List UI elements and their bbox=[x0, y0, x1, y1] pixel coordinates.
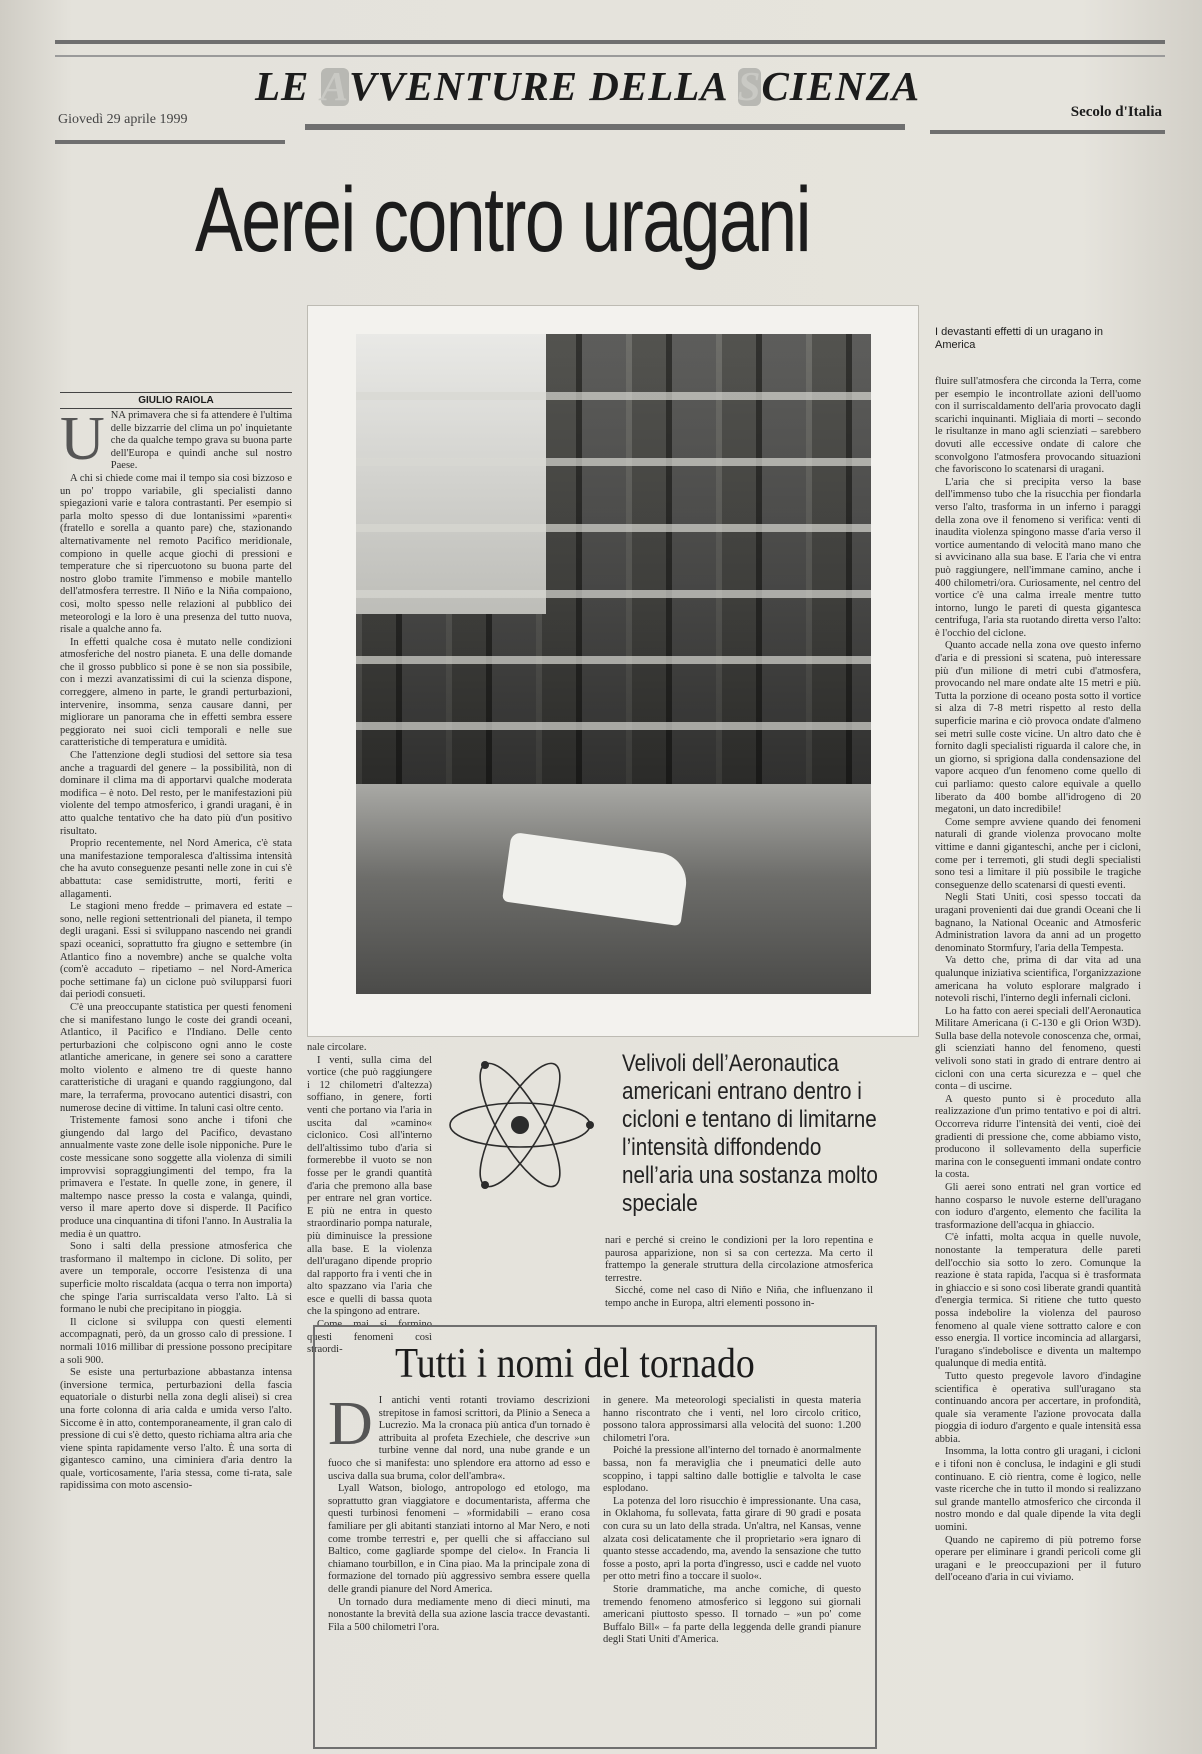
series-cap-a-letter: A bbox=[320, 63, 350, 109]
article-paragraph: A questo punto si è proceduto alla realizzazione d'un primo tentativo e poi di altri. Occorreva ridurre l'intensità dei venti, cioè dei gradienti di pressione che, come abbiamo visto, producono il sollevamento della superficie marina con le conseguenti immani ondate contro la costa. bbox=[935, 1093, 1141, 1181]
hurricane-damage-photo bbox=[356, 334, 871, 994]
article-column-1 bbox=[60, 405, 292, 1720]
article-paragraph: A chi si chiede come mai il tempo sia così bizzoso e un po' troppo variabile, gli specialisti danno spiegazioni varie e talora contrastanti. Per esempio si parla molto spesso di due lontanissimi »parenti« (fratello e sorella a quanto pare) che, stazionando alternativamente nel remoto Pacifico meridionale, compiono in quelle acque giochi di pressioni e temperature che si ripercuotono su buona parte del nostro globo tramite l'immenso e mobile mantello dell'atmosfera terrestre. Il Niño e la Niña compaiono, così, molto spesso nelle relazioni al pubblico dei meteorologi e la loro è una presenza del tutto nuova, risale a qualche anno fa. bbox=[60, 472, 292, 636]
article-paragraph: Sicché, come nel caso di Niño e Niña, che influenzano il tempo anche in Europa, altri elementi possono in- bbox=[605, 1285, 873, 1309]
sidebar-paragraph: Poiché la pressione all'interno del tornado è anormalmente bassa, non fa meraviglia che i pneumatici delle auto scoppino, i tappi saltino dalle bottiglie e talvolta le case esplodano. bbox=[603, 1445, 861, 1495]
article-paragraph: In effetti qualche cosa è mutato nelle condizioni atmosferiche del nostro pianeta. E una delle domande che il grosso pubblico si pone è se non sia possibile, con i mezzi avanzatissimi di cui la scienza dispone, correggere, almeno in parte, le grandi perturbazioni, intervenire, insomma, senza causare danni, per migliorare un panorama che in effetti sembra essere peggiorato nei suoi cicli temporali e nelle sue caratteristiche di temperatura e umidità. bbox=[60, 636, 292, 749]
article-paragraph: fluire sull'atmosfera che circonda la Terra, come per esempio le incontrollate azioni dell'uomo con il surriscaldamento dell'aria provocato dagli scarichi inquinanti. Migliaia di morti – secondo le risultanze in mano agli scienziati – sarebbero dovuti alle eccessive ondate di calore che sconvolgono l'atmosfera provocando situazioni che favoriscono lo scatenarsi di uragani. bbox=[935, 376, 1141, 476]
series-word-avventure: VVENTURE DELLA bbox=[349, 63, 727, 109]
sidebar-paragraph: Lyall Watson, biologo, antropologo ed etologo, ma soprattutto gran viaggiatore e documentarista, afferma che questi turbinosi fenomeni – »formidabili – erano cosa familiare per gli abitanti stanziati intorno al Mar Nero, e noti come trombe terrestri e, per quelli che si affacciano sul Baltico, come gagliarde spompe del cielo«. In Francia li chiamano tourbillon, e in Cina piao. Ma la principale zona di formazione del tornado più aggressivo sembra essere quella delle grandi pianure del Nord America. bbox=[328, 1483, 590, 1595]
article-paragraph: Sono i salti della pressione atmosferica che trasformano il maltempo in ciclone. Di solito, per avere un temporale, occorre l'esistenza di una superficie molto riscaldata (acqua o terra non importa) che spinge l'aria surriscaldata verso l'alto. Là si formano le nubi che precipitano in pioggia. bbox=[60, 1241, 292, 1316]
masthead-rule-right bbox=[930, 130, 1165, 134]
article-paragraph: Insomma, la lotta contro gli uragani, i cicloni e i tifoni non è conclusa, le indagini e gli studi continuano. E ciò rientra, come è logico, nelle vaste ricerche che in tutto il mondo si realizzano sul grande mantello atmosferico che circonda il nostro mondo e dal quale dipende la vita degli uomini. bbox=[935, 1446, 1141, 1534]
drop-cap: U bbox=[60, 405, 105, 473]
top-rule bbox=[55, 40, 1165, 44]
sidebar-paragraph: I antichi venti rotanti troviamo descrizioni strepitose in famosi scrittori, da Plinio a Seneca a Lucrezio. Ma la cronaca più antica d'un tornado è attribuita al profeta Ezechiele, che descrive »un turbine venne dal nord, una nube grande e un fuoco che si manifesta: uno splendore era attorno ad esso e usciva dalla sua bruma, color dell'ambra«. bbox=[328, 1395, 590, 1482]
article-paragraph: L'aria che si precipita verso la base dell'immenso tubo che la risucchia per fiondarla verso l'alto, trasforma in un inferno i paraggi della zona ove il fenomeno si verifica: venti di inaudita violenza spingono masse d'aria verso il vortice aumentando di velocità mano mano che si avvicinano alla sua base. E l'aria che vi entra può raggiungere, nell'immane camino, anche i 400 chilometri/ora. Curiosamente, nel centro del vortice c'è una calma irreale mentre tutto intorno, lungo le pareti di questa gigantesca centrifuga, l'aria sta ruotando diretta verso l'alto: è l'occhio del ciclone. bbox=[935, 476, 1141, 639]
issue-date: Giovedì 29 aprile 1999 bbox=[58, 112, 188, 127]
article-paragraph: Proprio recentemente, nel Nord America, c'è stata una manifestazione temporalesca d'altissima intensità che ha avuto conseguenze pesanti nelle zone in cui s'è abbattuta: case semidistrutte, morti, feriti e allagamenti. bbox=[60, 838, 292, 900]
article-column-4 bbox=[935, 376, 1141, 1746]
article-paragraph: Lo ha fatto con aerei speciali dell'Aeronautica Militare Americana (i C-130 e gli Orion W3D). Sulla base della notevole conoscenza che, ormai, gli scienziati hanno del fenomeno, questi velivoli sono stati in grado di entrare dentro ai cicloni con una certa sicurezza e – quel che conta – di uscirne. bbox=[935, 1005, 1141, 1093]
sidebar-drop-cap: D bbox=[328, 1390, 373, 1458]
photo-caption: I devastanti effetti di un uragano in America bbox=[935, 326, 1103, 351]
article-column-2 bbox=[307, 1042, 432, 1356]
article-paragraph: Tutto questo pregevole lavoro d'indagine scientifica è operativa sull'uragano sta continuando ancora per accertare, in profondità, quale sia veramente l'azione provocata dalla pioggia di ioduro d'argento e quale intensità essa abbia. bbox=[935, 1370, 1141, 1445]
article-paragraph: C'è una preoccupante statistica per questi fenomeni che si manifestano lungo le coste dei grandi oceani, Atlantico, il Pacifico e l'Indiano. Delle cento perturbazioni che colpiscono ogni anno le coste atlantiche americane, in genere sei sono a carattere molto violento e almeno tre di queste hanno caratteristiche di uragani e quando raggiungono, dal mare, la terraferma, provocano autentici disastri, con numerose decine di vittime. In taluni casi oltre cento. bbox=[60, 1001, 292, 1114]
article-paragraph: Il ciclone si sviluppa con questi elementi accompagnati, però, da un grosso calo di pressione. I normali 1016 millibar di pressione possono precipitare a soli 900. bbox=[60, 1316, 292, 1366]
article-paragraph: NA primavera che si fa attendere è l'ultima delle bizzarrie del clima un po' inquietante che da qualche tempo grava su buona parte dell'Europa e quindi anche sul nostro Paese. bbox=[110, 410, 292, 472]
article-paragraph: nale circolare. bbox=[307, 1042, 367, 1053]
newspaper-name: Secolo d'Italia bbox=[1070, 104, 1162, 120]
pull-quote: Velivoli dell’Aeronautica americani entrano dentro i cicloni e tentano di limitarne l’intensità diffondendo nell’aria una sostanza molto speciale bbox=[622, 1050, 878, 1217]
series-title bbox=[255, 62, 955, 110]
series-word-le: LE bbox=[255, 63, 310, 109]
article-paragraph: Gli aerei sono entrati nel gran vortice ed hanno cosparso le nuvole esterne dell'uragano con ioduro d'argento, elemento che facilita la trasformazione dell'acqua in ghiaccio. bbox=[935, 1182, 1141, 1231]
article-paragraph: nari e perché si creino le condizioni per la loro repentina e paurosa apparizione, non si sa con certezza. Ma certo il frattempo la generale struttura della circolazione atmosferica terrestre. bbox=[605, 1235, 873, 1284]
article-paragraph: Le stagioni meno fredde – primavera ed estate – sono, nelle regioni settentrionali del pianeta, il tempo degli uragani. Essi si sviluppano nascendo nei grandi spazi oceanici, soprattutto fra giugno e settembre (in Atlantico fino a novembre) anche se qualche volta (com'è accaduto – ripetiamo – nel Nord-America poche settimane fa) un ciclone può svilupparsi fuori dai periodi consueti. bbox=[60, 901, 292, 1001]
article-paragraph: Che l'attenzione degli studiosi del settore sia tesa anche a traguardi del genere – la possibilità, non di dominare il clima ma di apportarvi qualche moderata modifica – è noto. Del resto, per le manifestazioni più violente del tempo atmosferico, i grandi uragani, è in atto qualche tentativo che ha dato più d'un positivo risultato. bbox=[60, 750, 292, 837]
article-paragraph: I venti, sulla cima del vortice (che può raggiungere i 12 chilometri d'altezza) soffiano, in genere, forti venti che portano via l'aria in uscita dal »camino« ciclonico. Così all'interno dell'altissimo tubo d'aria si formerebbe il vuoto se non fosse per le grandi quantità d'aria che premono alla base per entrare nel gran vortice. E più ne entra in questo straordinario pompa naturale, più diminuisce la pressione alla base. E la violenza dell'uragano dipende proprio dal rapporto fra i venti che in alto spazzano via l'aria che esce e quelli di bassa quota che la spingono ad entrare. bbox=[307, 1054, 432, 1318]
top-rule-thin bbox=[55, 55, 1165, 57]
sidebar-column-2 bbox=[603, 1395, 861, 1735]
sidebar-title: Tutti i nomi del tornado bbox=[395, 1341, 755, 1387]
article-paragraph: Se esiste una perturbazione abbastanza intensa (inversione termica, perturbazioni della fascia equatoriale o disturbi nella zona degli alisei) si crea una forte colonna di aria calda e umida verso l'alto. Siccome è in atto, contemporaneamente, il gran calo di pressione di cui s'è detto, questo richiama altra aria che viene spinta rapidamente verso l'alto. È una sorta di gigantesco camino, una ciminiera d'aria dentro la quale, vorticosamente, l'aria stessa, come ti-rata, sale rapidissima con moto ascensio- bbox=[60, 1367, 292, 1492]
article-column-3 bbox=[605, 1235, 873, 1320]
masthead-rule-left bbox=[55, 140, 285, 144]
photo-frame bbox=[307, 305, 919, 1037]
article-paragraph: Quanto accade nella zona ove questo inferno d'aria e di pressioni si scatena, può interessare più d'un milione di metri cubi d'atmosfera, provocando nel mare ondate alte 15 metri e più. Tutta la porzione di oceano posta sotto il vortice si alza di 7-8 metri rispetto al resto della superficie marina e ciò provoca ondate d'almeno sei metri sulle coste vicine. Un altro dato che è fornito dagli specialisti riguarda il calore che, in un giorno, si sprigiona dalla condensazione del vapore acqueo d'un fenomeno come quello di cui parliamo: questo calore equivale a quello liberato da 400 bombe all'idrogeno di 20 megatoni, un dato incredibile! bbox=[935, 640, 1141, 816]
article-paragraph: Negli Stati Uniti, così spesso toccati da uragani provenienti dai due grandi Oceani che li bagnano, la National Oceanic and Atmosferic Administration lavora da anni ad un progetto denominato Stormfury, l'aria della Tempesta. bbox=[935, 892, 1141, 954]
series-cap-a bbox=[321, 62, 349, 110]
sidebar-paragraph: Un tornado dura mediamente meno di dieci minuti, ma nonostante la brevità della sua azione lascia tracce devastanti. Fila a 500 chilometri l'ora. bbox=[328, 1596, 590, 1633]
sidebar-paragraph: in genere. Ma meteorologi specialisti in questa materia hanno riscontrato che i venti, nel loro circolo critico, possono talora approssimarsi alla velocità del suono: 1.200 chilometri l'ora. bbox=[603, 1395, 861, 1444]
article-paragraph: C'è infatti, molta acqua in quelle nuvole, nonostante la temperatura delle pareti dell'occhio sia sotto lo zero. Comunque la reazione è stata rapida, l'acqua si è trasformata in ghiaccio e si sono così liberate grandi quantità d'energia termica. Si ritiene che tutto questo possa indebolire la violenza del pauroso fenomeno al quale viene sottratto calore e con esso energia. Il vortice incomincia ad allargarsi, l'uragano s'indebolisce e diventa un maltempo qualunque di media entità. bbox=[935, 1232, 1141, 1370]
article-paragraph: Tristemente famosi sono anche i tifoni che giungendo dal largo del Pacifico, devastano annualmente vaste zone delle isole nipponiche. Pure le coste messicane sono soggette alla violenza di simili improvvisi sopraggiungimenti del tempo, fra la primavera e l'estate. In quelle zone, in genere, il maltempo nasce presso la costa e valanga, quindi, verso il mare aperto dove si disperde. Il Pacifico produce una cinquantina di tifoni l'anno. In Australia la media è un quattro. bbox=[60, 1115, 292, 1240]
byline: GIULIO RAIOLA bbox=[60, 392, 292, 409]
sidebar-column-1 bbox=[328, 1390, 590, 1735]
article-paragraph: Va detto che, prima di dar vita ad una qualunque iniziativa scientifica, l'organizzazione americana ha voluto esplorare malgrado i notevoli rischi, l'interno degli infernali cicloni. bbox=[935, 955, 1141, 1005]
article-paragraph: Come sempre avviene quando dei fenomeni naturali di grande violenza provocano molte vittime e danni giganteschi, anche per i cicloni, come per i terremoti, gli studi degli specialisti sono tesi a limitare il più possibile le tragiche conseguenze dello scatenarsi di questi eventi. bbox=[935, 816, 1141, 891]
sidebar-paragraph: Storie drammatiche, ma anche comiche, di questo tremendo fenomeno atmosferico si leggono sui giornali americani piuttosto spesso. Il tornado – »un po' come Buffalo Bill« – fa parte della leggenda delle grandi pianure degli Stati Uniti d'America. bbox=[603, 1583, 861, 1646]
series-word-scienza: CIENZA bbox=[761, 63, 921, 109]
article-paragraph: Come mai si formino questi fenomeni così straordi- bbox=[307, 1319, 432, 1356]
sidebar-paragraph: La potenza del loro risucchio è impressionante. Una casa, in Oklahoma, fu sollevata, fatta girare di 90 gradi e posata con cura su un lato della strada. Un'altra, nel Kansas, venne alzata così delicatamente che il proprietario »era ignaro di quanto stesse accadendo, ma, avendo la sensazione che tutto fosse a posto, aprì la porta d'ingresso, uscì e cadde nel vuoto per otto metri fino a toccare il suolo«. bbox=[603, 1495, 861, 1583]
masthead-rule-center bbox=[305, 124, 905, 130]
series-cap-s bbox=[738, 62, 762, 110]
article-paragraph: Quando ne capiremo di più potremo forse operare per eliminare i grandi pericoli come gli uragani e le preoccupazioni per il futuro dell'oceano d'aria in cui viviamo. bbox=[935, 1534, 1141, 1584]
atom-illustration bbox=[440, 1050, 600, 1200]
series-cap-s-letter: S bbox=[737, 63, 762, 109]
headline: Aerei contro uragani bbox=[195, 169, 811, 271]
